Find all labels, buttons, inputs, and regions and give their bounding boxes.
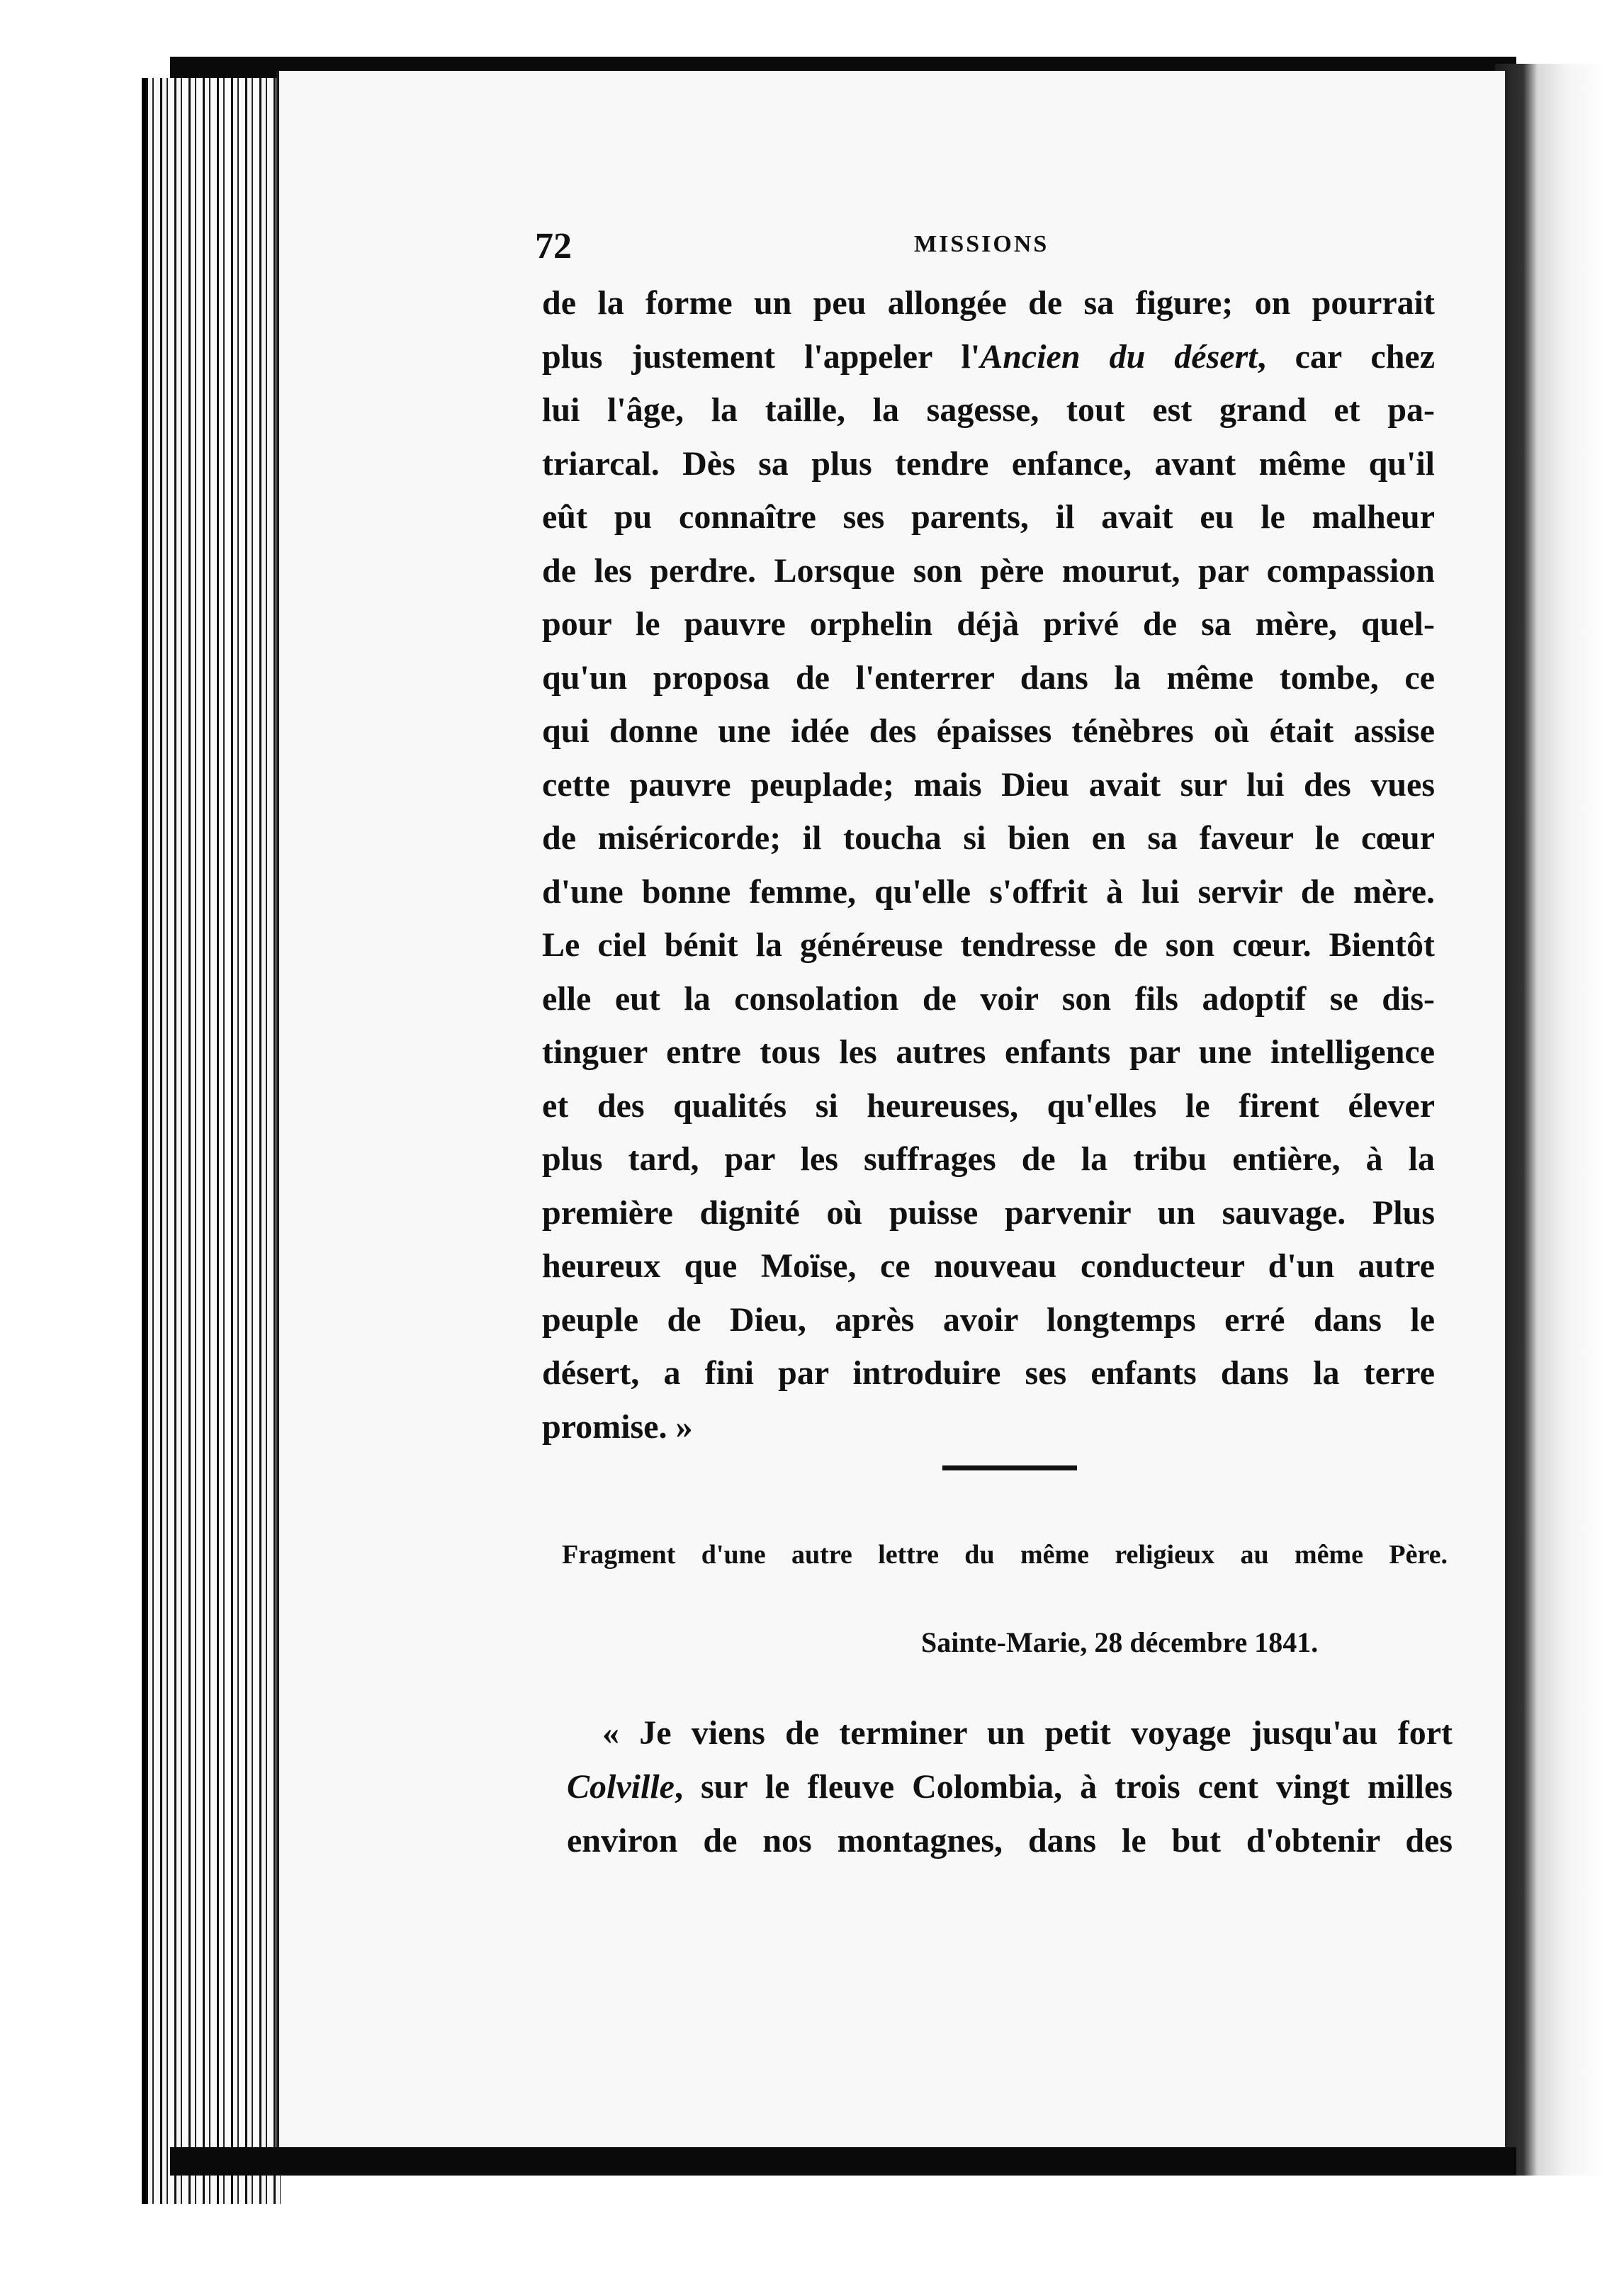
text-line: de la forme un peu allongée de sa figure; on pourrait — [542, 284, 1435, 322]
running-head: MISSIONS — [914, 231, 1049, 257]
text-line: d'une bonne femme, qu'elle s'offrit à lui servir de mère. — [542, 872, 1435, 911]
text-span: , car chez — [1257, 337, 1436, 376]
text-line: peuple de Dieu, après avoir longtemps erré dans le — [542, 1300, 1435, 1339]
letter-text — [567, 1706, 1453, 1868]
dateline: Sainte-Marie, 28 décembre 1841. — [921, 1626, 1319, 1658]
italic-place-name: Colville — [567, 1768, 675, 1806]
text-span: plus justement l'appeler l' — [542, 337, 981, 376]
italic-phrase: Ancien du désert — [980, 337, 1258, 376]
text-line: première dignité où puisse parvenir un sauvage. Plus — [542, 1193, 1435, 1232]
text-span: , sur le fleuve Colombia, à trois cent vingt milles — [674, 1768, 1453, 1806]
text-line: eût pu connaître ses parents, il avait eu le malheur — [542, 498, 1435, 536]
text-line: qui donne une idée des épaisses ténèbres où était assise — [542, 712, 1435, 750]
text-line: « Je viens de terminer un petit voyage jusqu'au fort — [602, 1714, 1453, 1752]
text-line: plus tard, par les suffrages de la tribu entière, à la — [542, 1140, 1435, 1178]
text-line: qu'un proposa de l'enterrer dans la même tombe, ce — [542, 658, 1435, 697]
text-line: triarcal. Dès sa plus tendre enfance, avant même qu'il — [542, 444, 1435, 483]
text-line: de miséricorde; il toucha si bien en sa faveur le cœur — [542, 819, 1435, 857]
page-header — [535, 225, 1435, 275]
text-line: heureux que Moïse, ce nouveau conducteur d'un autre — [542, 1247, 1435, 1285]
book-bottom-edge — [170, 2147, 1516, 2176]
page-number: 72 — [535, 226, 572, 266]
text-line: désert, a fini par introduire ses enfants dans la terre — [542, 1354, 1435, 1392]
text-line: elle eut la consolation de voir son fils adoptif se dis- — [542, 979, 1435, 1018]
section-divider — [942, 1465, 1077, 1470]
text-line: environ de nos montagnes, dans le but d'obtenir des — [567, 1822, 1453, 1859]
text-line: tinguer entre tous les autres enfants par une intelligence — [542, 1033, 1435, 1071]
text-line — [567, 1760, 1453, 1814]
body-text — [542, 276, 1435, 1453]
book-binding-edge — [142, 78, 281, 2204]
text-line: et des qualités si heureuses, qu'elles le firent élever — [542, 1086, 1435, 1125]
text-line: promise. » — [542, 1407, 693, 1446]
text-line: Le ciel bénit la généreuse tendresse de son cœur. Bientôt — [542, 926, 1435, 964]
text-line: cette pauvre peuplade; mais Dieu avait sur lui des vues — [542, 765, 1435, 804]
fragment-title: Fragment d'une autre lettre du même religieux au même Père. — [562, 1540, 1448, 1570]
text-line: pour le pauvre orphelin déjà privé de sa mère, quel- — [542, 605, 1435, 643]
text-line: de les perdre. Lorsque son père mourut, par compassion — [542, 551, 1435, 590]
book-right-edge — [1495, 64, 1607, 2176]
text-line: lui l'âge, la taille, la sagesse, tout est grand et pa- — [542, 391, 1435, 429]
text-line — [542, 330, 1435, 384]
